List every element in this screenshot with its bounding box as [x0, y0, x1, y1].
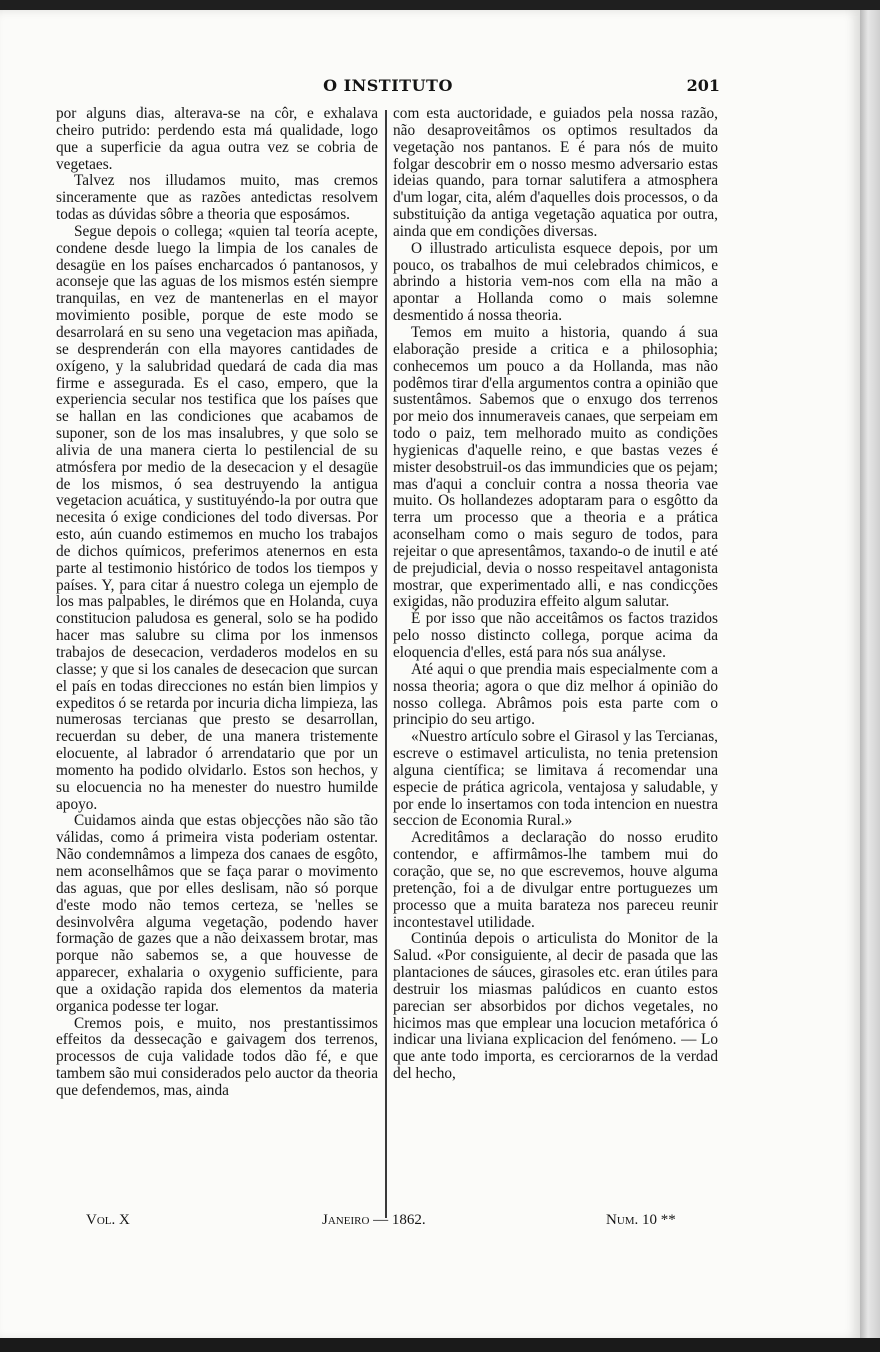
page-footer: [86, 1212, 686, 1234]
issue-number: Num. 10 **: [606, 1212, 676, 1228]
page-header: [56, 76, 720, 100]
issue-date: Janeiro — 1862.: [322, 1212, 426, 1228]
paragraph: Segue depois o collega; «quien tal teoría acepte, condene desde luego la limpia de los canales de desagüe en los países encharcados ó pantanosos, y aconseje que las aguas de los mismos estén siempre tranquilas, en vez de mantenerlas en el mayor movimiento posible, porque de este modo se desarrolará en su seno una vegetacion mas apiñada, se desprenderán con ella mayores cantidades de oxígeno, y la salubridad quedará de cada dia mas firme e assegurada. Es el caso, empero, que la experiencia secular nos testifica que los países que se hallan en las condiciones que acabamos de suponer, son de los mas insalubres, y que solo se alivia de una manera cierta lo pestilencial de su atmósfera por medio de la desecacion y el desagüe de los mismos, ó sea destruyendo la antigua vegetacion acuática, y sustituyéndo-la por outra que necesita ó exige condiciones del todo diversas. Por esto, aún cuando estimemos en mucho los trabajos de dichos químicos, preferimos atenernos en esta parte al testimonio histórico de todos los tiempos y países. Y, para citar á nuestro colega un ejemplo de los mas palpables, le dirémos que en Holanda, cuya constitucion paludosa es general, solo se ha podido hacer mas salubre su clima por los inmensos trabajos de desecacion, verdaderos modelos en su classe; y que si los canales de desecacion que surcan el país en todas direcciones no están bien limpios y expeditos ó se retarda por incuria dicha limpieza, las numerosas tercianas que presto se desarrollan, recuerdan su deber, de una manera tristemente elocuente, al labrador ó arrendatario que por un momento ha podido olvidarlo. Estos son hechos, y su elocuencia no ha menester do nuestro humilde apoyo.: [56, 222, 378, 813]
paragraph: É por isso que não acceitâmos os factos trazidos pelo nosso distincto collega, porque acima da eloquencia d'elles, está para nós sua anályse.: [393, 610, 718, 661]
paragraph: Continúa depois o articulista do Monitor de la Salud. «Por consiguiente, al decir de pasada que las plantaciones de sáuces, girasoles etc. eran útiles para destruir los miasmas palúdicos en cuanto estos parecian ser absorbidos por dichos vegetales, no hicimos mas que emplear una locucion metafórica ó indicar una liviana explicacion del fenómeno. — Lo que ante todo importa, es cerciorarnos de la verdad del hecho,: [393, 930, 718, 1083]
paragraph: O illustrado articulista esquece depois, por um pouco, os trabalhos de mui celebrados chimicos, e abrindo a historia vem-nos com ella na mão a apontar a Hollanda como o mais solemne desmentido á nossa theoria.: [393, 239, 718, 325]
paragraph: Talvez nos illudamos muito, mas cremos sinceramente que as razões antedictas resolvem todas as dúvidas sôbre a theoria que esposámos.: [56, 172, 378, 224]
paragraph: Cuidamos ainda que estas objecções não são tão válidas, como á primeira vista poderiam ostentar. Não condemnâmos a limpeza dos canaes de esgôto, nem aconselhâmos que se faça parar o movimento das aguas, que por elles deslisam, não só porque d'este modo não temos certeza, se 'nelles se desinvolvêra alguma vegetação, podendo haver formação de gazes que a não deixassem brotar, mas porque não sabemos se, a que houvesse de apparecer, exhalaria o oxygenio sufficiente, para que a oxidação rapida dos elementos da materia organica podesse ter logar.: [56, 812, 378, 1015]
scan-bottom-edge: [0, 1338, 880, 1352]
paragraph: com esta auctoridade, e guiados pela nossa razão, não desaproveitâmos os optimos resultados da vegetação nos pantanos. E é para nós de muito folgar descobrir em o nosso mesmo adversario estas ideias quando, para tornar salutifera a atmosphera d'um logar, cita, além d'aquelles dois processos, o da substituição da antiga vegetação aquatica por outra, ainda que em condições diversas.: [393, 105, 718, 240]
paragraph: por alguns dias, alterava-se na côr, e exhalava cheiro putrido: perdendo esta má qualidade, logo que a superficie da agua outra vez se cobria de vegetaes.: [56, 105, 378, 173]
right-column: [393, 106, 718, 1083]
paragraph: Cremos pois, e muito, nos prestantissimos effeitos da dessecação e gaivagem dos terrenos, processos de cuja validade todos dão fé, e que tambem são mui considerados pelo auctor da theoria que defendemos, mas, ainda: [56, 1014, 378, 1099]
paragraph: Até aqui o que prendia mais especialmente com a nossa theoria; agora o que diz melhor á opinião do nosso collega. Abrâmos pois esta parte com o principio do seu artigo.: [393, 660, 718, 729]
paragraph: «Nuestro artículo sobre el Girasol y las Tercianas, escreve o estimavel articulista, no tenia pretension alguna científica; se limitava á recomendar una especie de prática agricola, ventajosa y saludable, y por ende lo insertamos con toda intencion en nuestra seccion de Economia Rural.»: [393, 728, 718, 830]
paragraph: Temos em muito a historia, quando á sua elaboração preside a critica e a philosophia; conhecemos um pouco a da Hollanda, mas não podêmos tirar d'ella argumentos contra a opinião que sustentâmos. Sabemos que o enxugo dos terrenos por meio dos innumeraveis canaes, que serpeiam em todo o paiz, tem melhorado muito as condições hygienicas d'aquelle reino, e que bastas vezes é mister desobstruil-os das immundicies que os pejam; mas d'aqui a concluir contra a nossa theoria vae muito. Os hollandezes adoptaram para o esgôtto da terra um processo que a theoria e a prática aconselham como o mais seguro de todos, para rejeitar o que apresentâmos, taxando-o de inutil e até de prejudicial, devia o nosso respeitavel antagonista mostrar, que experimentado alli, e nas condicções exigidas, não produzira effeito algum salutar.: [393, 323, 718, 611]
volume-label: Vol. X: [86, 1212, 130, 1228]
running-title: O INSTITUTO: [323, 76, 453, 95]
page-number: 201: [686, 76, 720, 95]
paragraph: Acreditâmos a declaração do nosso erudito contendor, e affirmâmos-lhe tambem mui do coração, que se, no que escrevemos, houve alguma pretenção, foi a de divulgar entre portuguezes um processo que a muita barateza nos pareceu reunir incontestavel utilidade.: [393, 829, 718, 931]
left-column: [56, 106, 378, 1100]
column-divider: [385, 110, 387, 1218]
book-spine-edge: [860, 10, 880, 1352]
